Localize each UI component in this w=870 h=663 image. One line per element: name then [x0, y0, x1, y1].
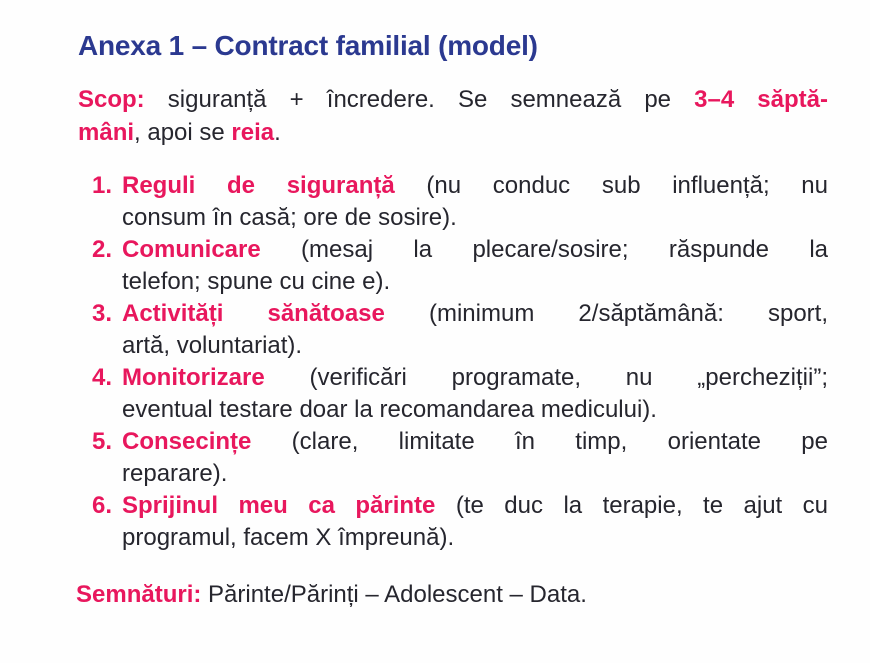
item-text: [122, 298, 828, 362]
item-line-1: [122, 362, 828, 394]
item-lead: Reguli de siguranță: [122, 172, 395, 199]
list-item: [92, 490, 828, 554]
page-title: Anexa 1 – Contract familial (model): [78, 30, 538, 61]
item-lead: Comunicare: [122, 236, 261, 263]
item-number: 6.: [92, 492, 113, 519]
item-lead: Consecințe: [122, 428, 252, 455]
intro-highlight-reia: reia: [231, 119, 275, 146]
intro-label-scop: Scop:: [78, 86, 145, 113]
item-text: [122, 426, 828, 490]
item-line-1: [122, 298, 828, 330]
item-line-2: telefon; spune cu cine e).: [122, 268, 391, 295]
item-number: 4.: [92, 364, 113, 391]
item-text: [122, 490, 828, 554]
item-line-2: eventual testare doar la recomandarea medicului).: [122, 396, 657, 423]
intro-highlight-duration-cont: mâni: [78, 119, 135, 146]
intro-line-1: [78, 83, 828, 116]
intro-line-2: [78, 116, 828, 149]
item-text: [122, 170, 828, 234]
item-text: [122, 362, 828, 426]
intro-period: .: [274, 119, 281, 146]
signature-parties: Părinte/Părinți – Adolescent – Data.: [201, 581, 587, 608]
item-line-1: [122, 426, 828, 458]
item-line-2: consum în casă; ore de sosire).: [122, 204, 457, 231]
item-detail: (nu conduc sub influență; nu: [394, 172, 829, 199]
item-lead: Activități sănătoase: [122, 300, 385, 327]
item-text: [122, 234, 828, 298]
list-item: [92, 426, 828, 490]
intro-highlight-duration: 3–4 săptă-: [694, 86, 828, 113]
signature-line: [76, 578, 828, 611]
item-detail: (te duc la terapie, te ajut cu: [435, 492, 829, 519]
item-line-1: [122, 170, 828, 202]
item-number: 2.: [92, 236, 113, 263]
item-line-1: [122, 234, 828, 266]
item-line-2: programul, facem X împreună).: [122, 524, 455, 551]
item-line-2: reparare).: [122, 460, 228, 487]
list-item: [92, 362, 828, 426]
list-item: [92, 298, 828, 362]
item-number: 1.: [92, 172, 113, 199]
signature-label: Semnături:: [76, 581, 202, 608]
item-detail: (clare, limitate în timp, orientate pe: [251, 428, 828, 455]
item-lead: Monitorizare: [122, 364, 265, 391]
intro-text: siguranță + încredere. Se semnează pe: [144, 86, 695, 113]
item-number: 3.: [92, 300, 113, 327]
intro-text-2: , apoi se: [134, 119, 232, 146]
item-line-1: [122, 490, 828, 522]
intro-paragraph: [78, 83, 828, 149]
item-detail: (verificări programate, nu „percheziții”;: [264, 364, 828, 391]
item-detail: (mesaj la plecare/sosire; răspunde la: [260, 236, 828, 263]
item-line-2: artă, voluntariat).: [122, 332, 303, 359]
document-content: [78, 0, 828, 611]
item-number: 5.: [92, 428, 113, 455]
list-item: [92, 170, 828, 234]
item-lead: Sprijinul meu ca părinte: [122, 492, 436, 519]
contract-rules-list: [78, 170, 828, 554]
list-item: [92, 234, 828, 298]
item-detail: (minimum 2/săptămână: sport,: [384, 300, 828, 327]
